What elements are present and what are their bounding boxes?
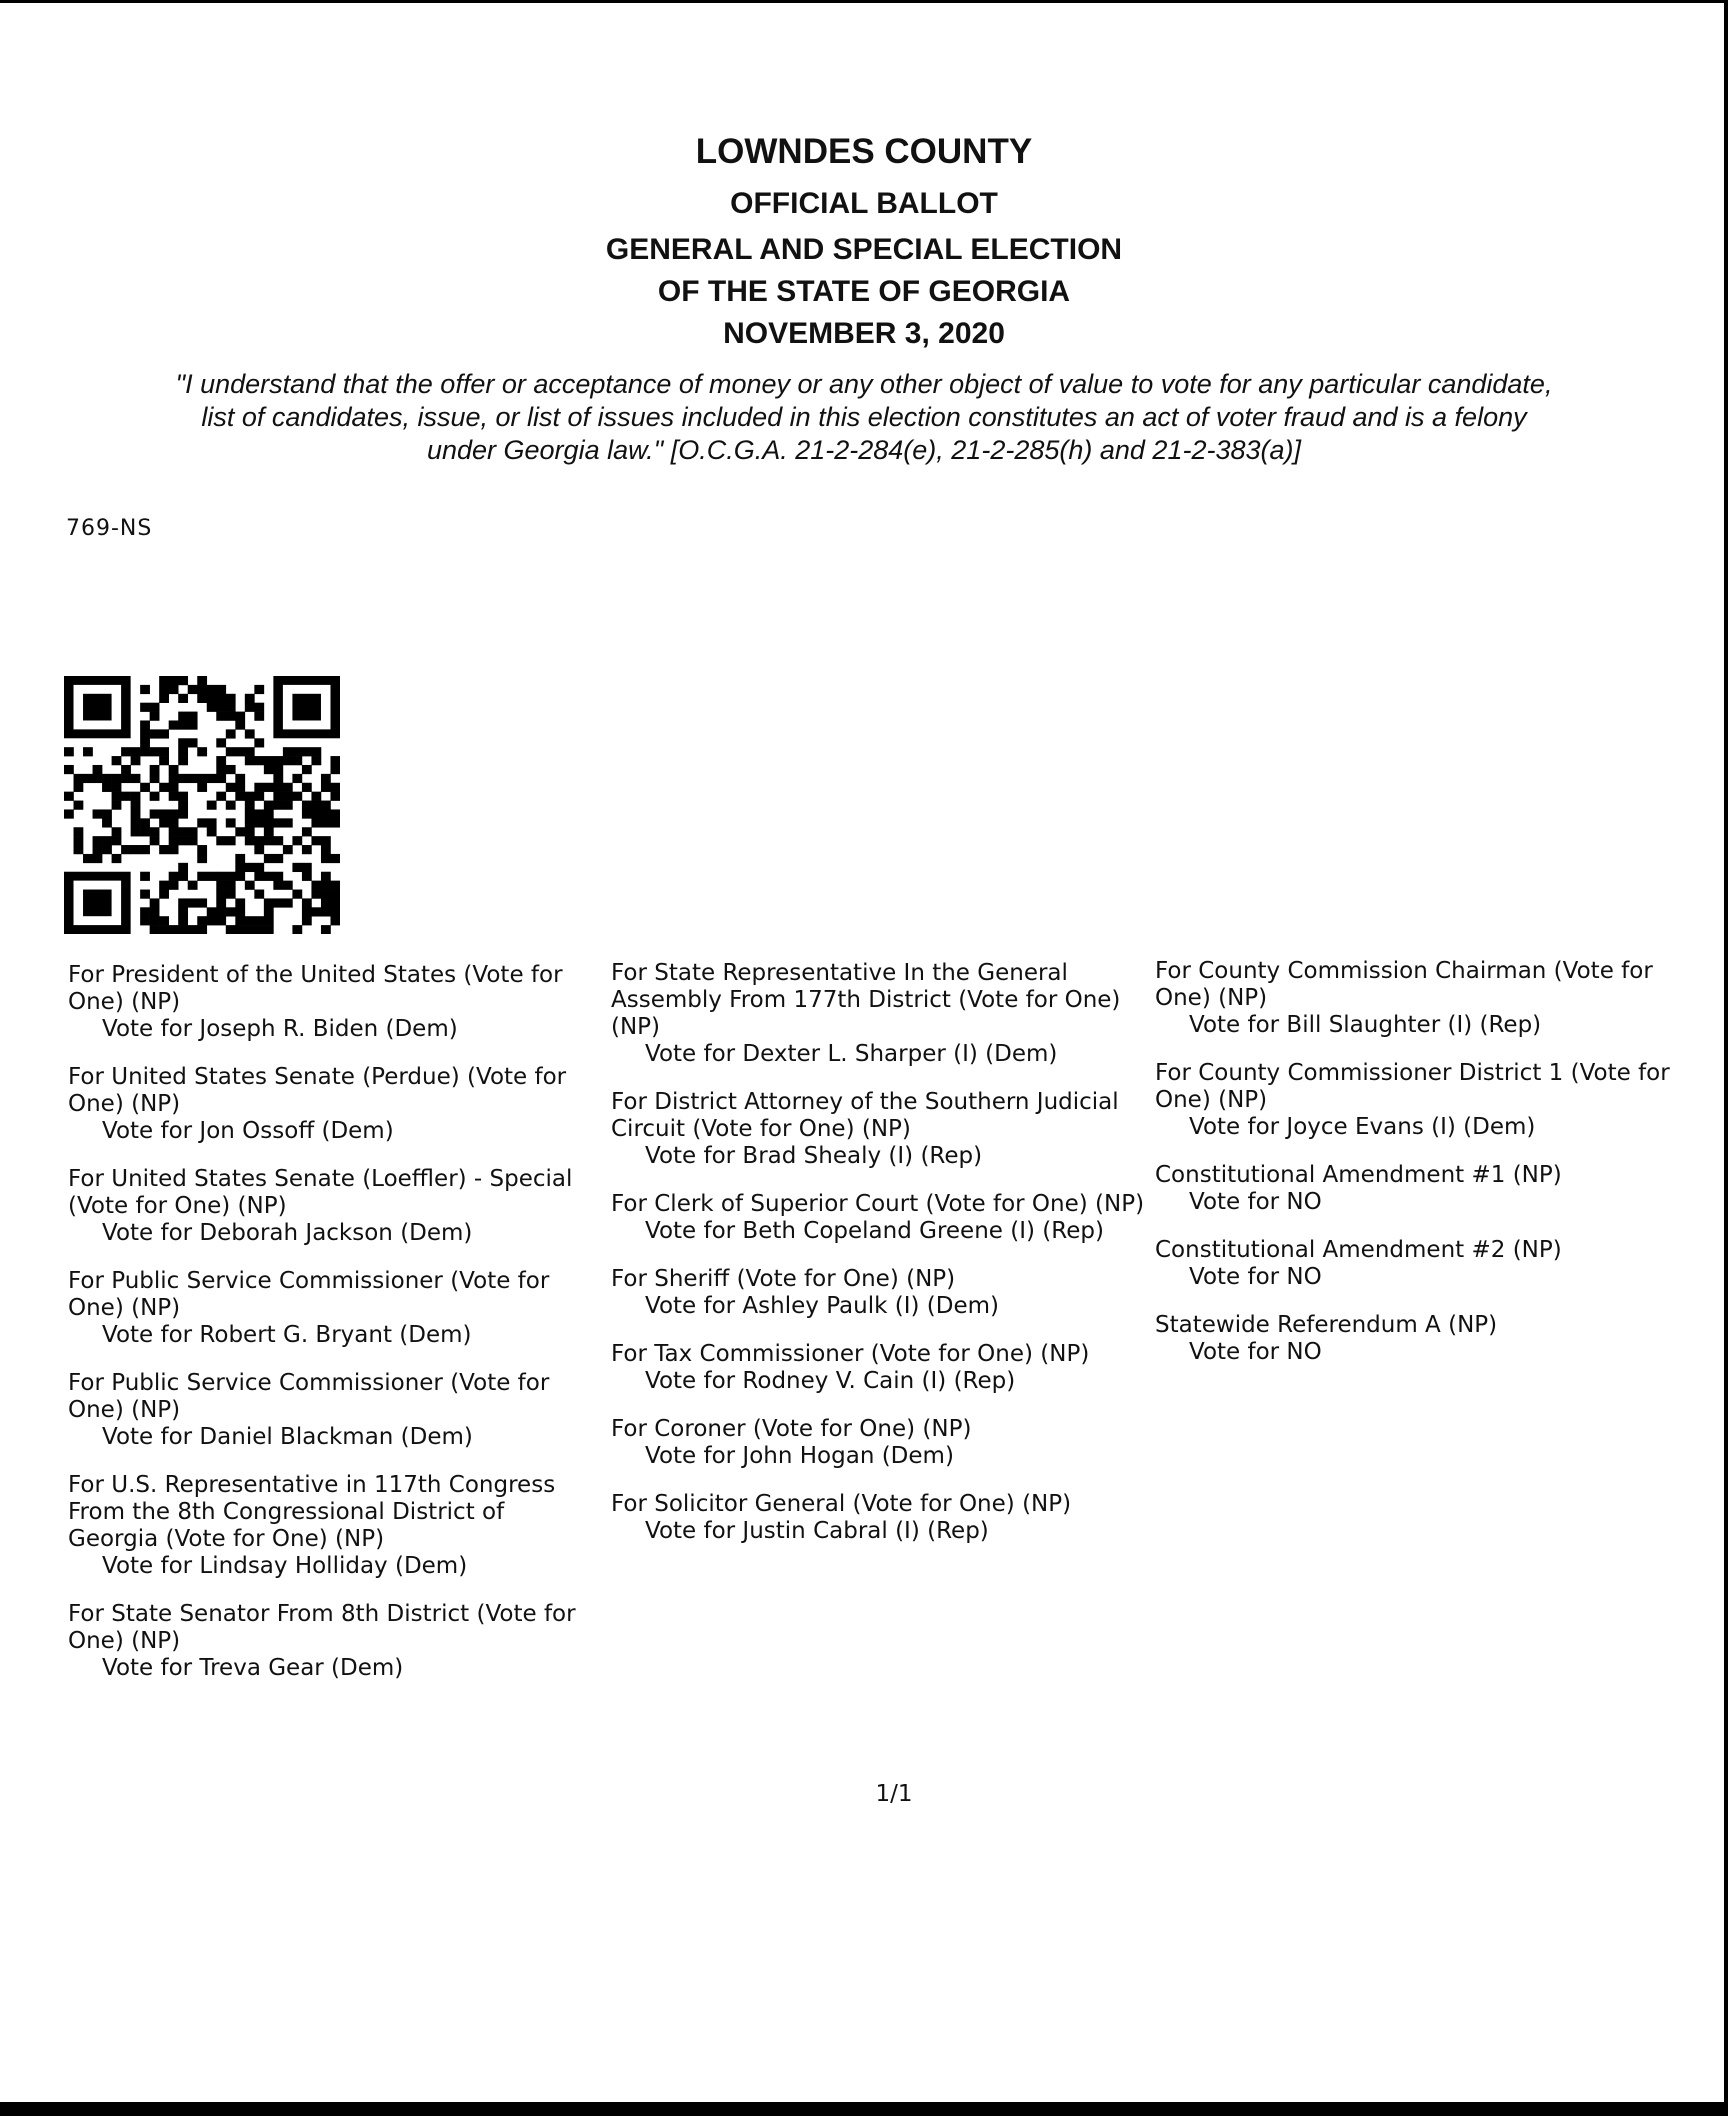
contest-label: For District Attorney of the Southern Judicial Circuit (Vote for One) (NP) (611, 1089, 1119, 1142)
contest (68, 1601, 598, 1682)
contest-label: For U.S. Representative in 117th Congress From the 8th Congressional District of Georgia (Vote for One) (NP) (68, 1472, 556, 1552)
contest-selection: Vote for Joyce Evans (I) (Dem) (1189, 1114, 1536, 1140)
contest-label: For County Commissioner District 1 (Vote for One) (NP) (1155, 1060, 1670, 1113)
oath-line-2: list of candidates, issue, or list of issues included in this election constitutes an act of voter fraud and is a felony (201, 402, 1527, 432)
contest-label: For County Commission Chairman (Vote for One) (NP) (1155, 958, 1653, 1011)
qr-code-icon (64, 676, 340, 934)
contest (1155, 1060, 1675, 1141)
contest-column-1 (68, 962, 598, 1703)
oath-line-3: under Georgia law." [O.C.G.A. 21-2-284(e), 21-2-285(h) and 21-2-383(a)] (426, 435, 1302, 465)
contest (68, 1064, 598, 1145)
contest (1155, 1312, 1675, 1366)
oath-line-1: "I understand that the offer or acceptance of money or any other object of value to vote for any particular candidate, (175, 369, 1553, 399)
page-number: 1/1 (875, 1781, 913, 1807)
contest (1155, 1162, 1675, 1216)
contest (611, 1416, 1151, 1470)
contest (611, 1089, 1151, 1170)
contest-label: For Coroner (Vote for One) (NP) (611, 1416, 972, 1442)
contest-label: For Tax Commissioner (Vote for One) (NP) (611, 1341, 1090, 1367)
contest-column-2 (611, 960, 1151, 1566)
contest (611, 960, 1151, 1068)
voter-oath (40, 368, 1688, 467)
election-title-line-2: OF THE STATE OF GEORGIA (657, 275, 1071, 308)
contest-selection: Vote for Dexter L. Sharper (I) (Dem) (645, 1041, 1058, 1067)
county-title: LOWNDES COUNTY (695, 132, 1033, 171)
contest-selection: Vote for Brad Shealy (I) (Rep) (645, 1143, 983, 1169)
contest-selection: Vote for Beth Copeland Greene (I) (Rep) (645, 1218, 1104, 1244)
contest-selection: Vote for Deborah Jackson (Dem) (102, 1220, 473, 1246)
contest-selection: Vote for Daniel Blackman (Dem) (102, 1424, 473, 1450)
contest-selection: Vote for NO (1189, 1339, 1322, 1365)
contest-label: For Clerk of Superior Court (Vote for One) (NP) (611, 1191, 1145, 1217)
ballot-type: OFFICIAL BALLOT (730, 187, 998, 220)
contest-selection: Vote for Ashley Paulk (I) (Dem) (645, 1293, 999, 1319)
contest-selection: Vote for Robert G. Bryant (Dem) (102, 1322, 472, 1348)
contest-selection: Vote for Joseph R. Biden (Dem) (102, 1016, 458, 1042)
contest-label: For State Representative In the General Assembly From 177th District (Vote for One) (NP) (611, 960, 1121, 1040)
contest-column-3 (1155, 958, 1675, 1387)
contest (68, 1370, 598, 1451)
contest-label: Constitutional Amendment #1 (NP) (1155, 1162, 1562, 1188)
top-border (0, 0, 1728, 3)
contest-selection: Vote for Bill Slaughter (I) (Rep) (1189, 1012, 1542, 1038)
contest-label: For President of the United States (Vote for One) (NP) (68, 962, 563, 1015)
contest-selection: Vote for Jon Ossoff (Dem) (102, 1118, 394, 1144)
election-date: NOVEMBER 3, 2020 (723, 317, 1005, 350)
contest-selection: Vote for NO (1189, 1264, 1322, 1290)
contest-selection: Vote for Justin Cabral (I) (Rep) (645, 1518, 989, 1544)
contest-selection: Vote for NO (1189, 1189, 1322, 1215)
contest-label: Constitutional Amendment #2 (NP) (1155, 1237, 1562, 1263)
contest-selection: Vote for Treva Gear (Dem) (102, 1655, 404, 1681)
contest-label: For State Senator From 8th District (Vote for One) (NP) (68, 1601, 576, 1654)
contest (68, 962, 598, 1043)
ballot-style-id: 769-NS (66, 516, 153, 541)
contest (611, 1266, 1151, 1320)
contest (68, 1268, 598, 1349)
contest (611, 1341, 1151, 1395)
election-title-line-1: GENERAL AND SPECIAL ELECTION (605, 233, 1123, 266)
contest-label: Statewide Referendum A (NP) (1155, 1312, 1498, 1338)
contest (1155, 958, 1675, 1039)
contest-label: For Public Service Commissioner (Vote for One) (NP) (68, 1268, 550, 1321)
contest (68, 1472, 598, 1580)
contest (611, 1491, 1151, 1545)
contest-label: For Solicitor General (Vote for One) (NP) (611, 1491, 1072, 1517)
contest-selection: Vote for John Hogan (Dem) (645, 1443, 954, 1469)
contest-selection: Vote for Lindsay Holliday (Dem) (102, 1553, 468, 1579)
ballot-header (0, 128, 1728, 352)
contest-label: For Sheriff (Vote for One) (NP) (611, 1266, 956, 1292)
contest (68, 1166, 598, 1247)
contest-label: For United States Senate (Loeffler) - Special (Vote for One) (NP) (68, 1166, 573, 1219)
contest-label: For United States Senate (Perdue) (Vote for One) (NP) (68, 1064, 567, 1117)
contest-label: For Public Service Commissioner (Vote for One) (NP) (68, 1370, 550, 1423)
bottom-border (0, 2102, 1728, 2116)
contest-selection: Vote for Rodney V. Cain (I) (Rep) (645, 1368, 1016, 1394)
contest (1155, 1237, 1675, 1291)
contest (611, 1191, 1151, 1245)
